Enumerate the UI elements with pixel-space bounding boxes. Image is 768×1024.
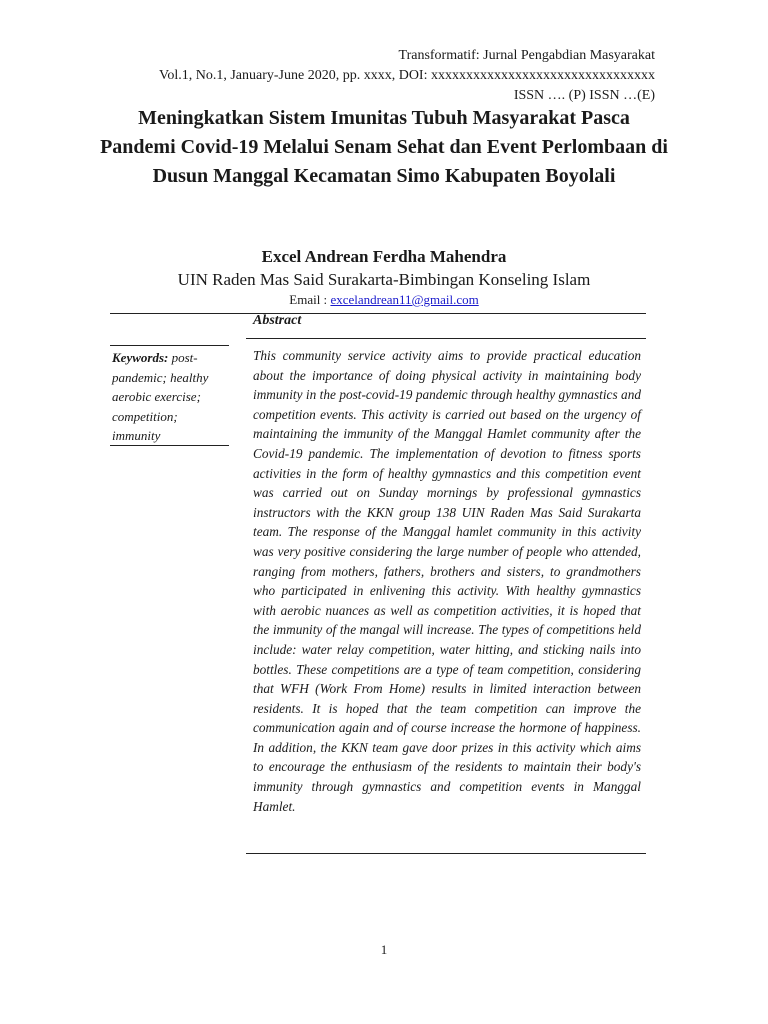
author-affiliation: UIN Raden Mas Said Surakarta-Bimbingan Konseling Islam: [177, 270, 591, 289]
keywords-top-rule: [110, 345, 229, 346]
abstract-heading: Abstract: [253, 313, 302, 328]
abstract-body: This community service activity aims to provide practical education about the importance of doing physical activity in maintaining body immunity in the post-covid-19 pandemic through healthy gymnastics and competition events. This activity is carried out based on the urgency of maintaining the immunity of the Manggal Hamlet community after the Covid-19 pandemic. The implementation of devotion to fitness sports activities in the form of healthy gymnastics and this competition event was carried out on Sunday mornings by professional gymnastics instructors with the KKN group 138 UIN Raden Mas Said Surakarta team. The response of the Manggal hamlet community in this activity was very positive considering the large number of people who attended, ranging from mothers, fathers, brothers and sisters, to grandmothers who participated in enlivening this activity. With healthy gymnastics with aerobic nuances as well as competition activities, it is hoped that the immunity of the mangal will increase. The types of competitions held include: water relay competition, water hitting, and sticking nails into bottles. These competitions are a type of team competition, considering that WFH (Work From Home) results in limited interaction between residents. It is hoped that the team competition can improve the communication again and of course increase the hormone of happiness. In addition, the KKN team gave door prizes in this activity which aims to encourage the enthusiasm of the residents to maintain their body's immunity through gymnastics and competition events in Manggal Hamlet.: [253, 348, 641, 814]
abstract-heading-rule: [246, 338, 646, 339]
volume-info: Vol.1, No.1, January-June 2020, pp. xxxx, DOI: xxxxxxxxxxxxxxxxxxxxxxxxxxxxxxxx: [159, 68, 655, 83]
keywords-text: post-pandemic; healthy aerobic exercise; competition; immunity: [112, 350, 209, 444]
paper-title: Meningkatkan Sistem Imunitas Tubuh Masyarakat Pasca Pandemi Covid-19 Melalui Senam Sehat dan Event Perlombaan di Dusun Manggal Kecamatan Simo Kabupaten Boyolali: [100, 107, 668, 187]
journal-name: Transformatif: Jurnal Pengabdian Masyarakat: [398, 48, 655, 63]
issn-info: ISSN …. (P) ISSN …(E): [513, 88, 655, 103]
author-email-line: [0, 292, 768, 308]
keywords-block: [112, 348, 228, 446]
email-label: Email :: [289, 292, 331, 307]
author-name: Excel Andrean Ferdha Mahendra: [261, 247, 507, 266]
running-header: [159, 46, 655, 106]
keywords-label: Keywords:: [112, 350, 169, 365]
keywords-bottom-rule: [110, 445, 229, 446]
top-rule: [110, 313, 646, 314]
email-link[interactable]: excelandrean11@gmail.com: [330, 292, 479, 307]
page-number: 1: [380, 942, 388, 957]
abstract-bottom-rule: [246, 853, 646, 854]
